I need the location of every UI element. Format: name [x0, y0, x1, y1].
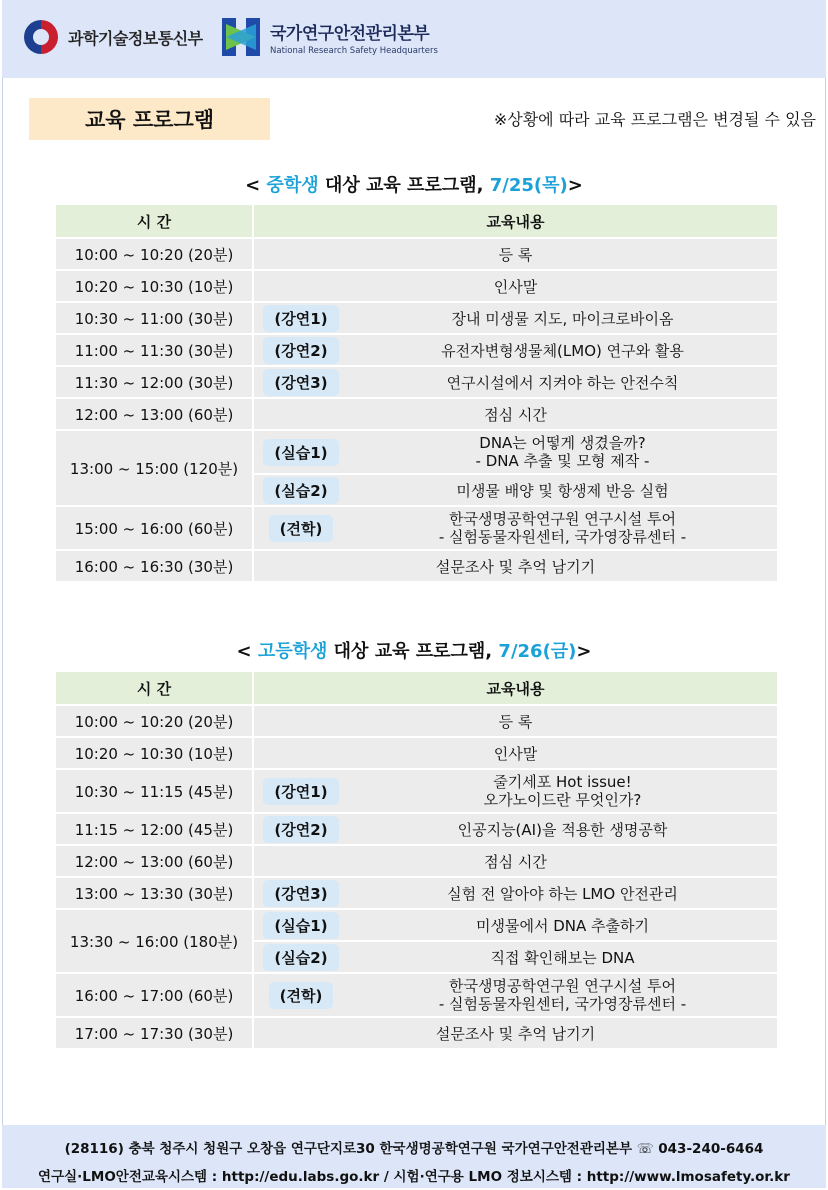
- session-badge: (강연2): [263, 337, 338, 364]
- session-badge: (강연3): [263, 880, 338, 907]
- row-content: 등 록: [253, 705, 777, 737]
- row-content: 직접 확인해보는 DNA: [348, 941, 777, 973]
- row-time: 12:00 ~ 13:00 (60분): [56, 845, 253, 877]
- page-footer: [2, 1125, 826, 1188]
- session-badge: (실습2): [263, 477, 338, 504]
- row-time: 10:00 ~ 10:20 (20분): [56, 705, 253, 737]
- row-time: 16:00 ~ 17:00 (60분): [56, 973, 253, 1017]
- row-content: 설문조사 및 추억 남기기: [253, 1017, 777, 1049]
- content-column-header: 교육내용: [253, 672, 777, 705]
- high-school-schedule-table: [56, 672, 777, 1050]
- table-row: [56, 506, 777, 550]
- table-row: [56, 334, 777, 366]
- table-row: [56, 270, 777, 302]
- program-label: 교육 프로그램: [29, 98, 270, 140]
- row-time: 15:00 ~ 16:00 (60분): [56, 506, 253, 550]
- row-content: 점심 시간: [253, 398, 777, 430]
- table-row: [56, 769, 777, 813]
- table-row: [56, 737, 777, 769]
- row-content: 미생물 배양 및 항생제 반응 실험: [348, 474, 777, 506]
- row-time: 11:15 ~ 12:00 (45분): [56, 813, 253, 845]
- table-row: [56, 813, 777, 845]
- row-content: 연구시설에서 지켜야 하는 안전수칙: [348, 366, 777, 398]
- row-content: 한국생명공학연구원 연구시설 투어 - 실험동물자원센터, 국가영장류센터 -: [348, 506, 777, 550]
- high-school-title: < 고등학생 대상 교육 프로그램, 7/26(금)>: [236, 641, 592, 662]
- footer-links: 연구실·LMO안전교육시스템 : http://edu.labs.go.kr / 시험·연구용 LMO 정보시스템 : http://www.lmosafety.or.kr: [38, 1169, 790, 1185]
- table-header-row: [56, 672, 777, 705]
- session-badge: (강연1): [263, 778, 338, 805]
- table-header-row: [56, 205, 777, 238]
- msit-logo: [24, 20, 203, 54]
- session-badge: (실습1): [263, 439, 338, 466]
- table-row: [56, 398, 777, 430]
- table-row: [56, 366, 777, 398]
- row-content: 인사말: [253, 270, 777, 302]
- row-content: 설문조사 및 추억 남기기: [253, 550, 777, 582]
- row-time: 10:20 ~ 10:30 (10분): [56, 737, 253, 769]
- session-badge: (강연2): [263, 816, 338, 843]
- footer-address: (28116) 충북 청주시 청원구 오창읍 연구단지로30 한국생명공학연구원 국가연구안전관리본부 ☏ 043-240-6464: [64, 1141, 764, 1157]
- row-time: 10:30 ~ 11:00 (30분): [56, 302, 253, 334]
- table-row: [56, 877, 777, 909]
- table-row: [56, 1017, 777, 1049]
- page-header: [2, 0, 826, 78]
- row-content: 한국생명공학연구원 연구시설 투어 - 실험동물자원센터, 국가영장류센터 -: [348, 973, 777, 1017]
- session-badge: (강연1): [263, 305, 338, 332]
- row-content: 줄기세포 Hot issue! 오가노이드란 무엇인가?: [348, 769, 777, 813]
- session-badge: (실습2): [263, 944, 338, 971]
- session-badge: (강연3): [263, 369, 338, 396]
- nrsh-mark-icon: [220, 14, 262, 60]
- table-row: [56, 302, 777, 334]
- session-badge: (견학): [269, 515, 334, 542]
- session-badge: (실습1): [263, 912, 338, 939]
- table-row: [56, 973, 777, 1017]
- row-content: 장내 미생물 지도, 마이크로바이옴: [348, 302, 777, 334]
- row-time: 11:30 ~ 12:00 (30분): [56, 366, 253, 398]
- row-time: 10:30 ~ 11:15 (45분): [56, 769, 253, 813]
- table-row: [56, 430, 777, 474]
- table-row: [56, 845, 777, 877]
- row-time: 13:00 ~ 13:30 (30분): [56, 877, 253, 909]
- table-row: [56, 909, 777, 941]
- nrsh-logo: [220, 14, 438, 60]
- row-content: 인사말: [253, 737, 777, 769]
- row-content: 등 록: [253, 238, 777, 270]
- nrsh-name-en: National Research Safety Headquarters: [270, 45, 438, 56]
- row-time: 17:00 ~ 17:30 (30분): [56, 1017, 253, 1049]
- time-column-header: 시 간: [56, 205, 253, 238]
- change-notice: ※상황에 따라 교육 프로그램은 변경될 수 있음: [493, 110, 816, 129]
- taegeuk-emblem-icon: [24, 20, 58, 54]
- table-row: [56, 550, 777, 582]
- row-content: DNA는 어떻게 생겼을까? - DNA 추출 및 모형 제작 -: [348, 430, 777, 474]
- row-time: 13:00 ~ 15:00 (120분): [56, 430, 253, 506]
- content-column-header: 교육내용: [253, 205, 777, 238]
- row-time: 12:00 ~ 13:00 (60분): [56, 398, 253, 430]
- row-content: 실험 전 알아야 하는 LMO 안전관리: [348, 877, 777, 909]
- middle-school-title: < 중학생 대상 교육 프로그램, 7/25(목)>: [245, 175, 583, 196]
- session-badge: (견학): [269, 982, 334, 1009]
- table-row: [56, 705, 777, 737]
- row-content: 미생물에서 DNA 추출하기: [348, 909, 777, 941]
- row-time: 13:30 ~ 16:00 (180분): [56, 909, 253, 973]
- row-time: 16:00 ~ 16:30 (30분): [56, 550, 253, 582]
- row-content: 점심 시간: [253, 845, 777, 877]
- nrsh-name-ko: 국가연구안전관리본부: [270, 23, 430, 44]
- row-time: 10:00 ~ 10:20 (20분): [56, 238, 253, 270]
- time-column-header: 시 간: [56, 672, 253, 705]
- msit-name: 과학기술정보통신부: [68, 28, 203, 48]
- middle-school-schedule-table: [56, 205, 777, 583]
- table-row: [56, 238, 777, 270]
- row-time: 11:00 ~ 11:30 (30분): [56, 334, 253, 366]
- row-content: 유전자변형생물체(LMO) 연구와 활용: [348, 334, 777, 366]
- row-content: 인공지능(AI)을 적용한 생명공학: [348, 813, 777, 845]
- row-time: 10:20 ~ 10:30 (10분): [56, 270, 253, 302]
